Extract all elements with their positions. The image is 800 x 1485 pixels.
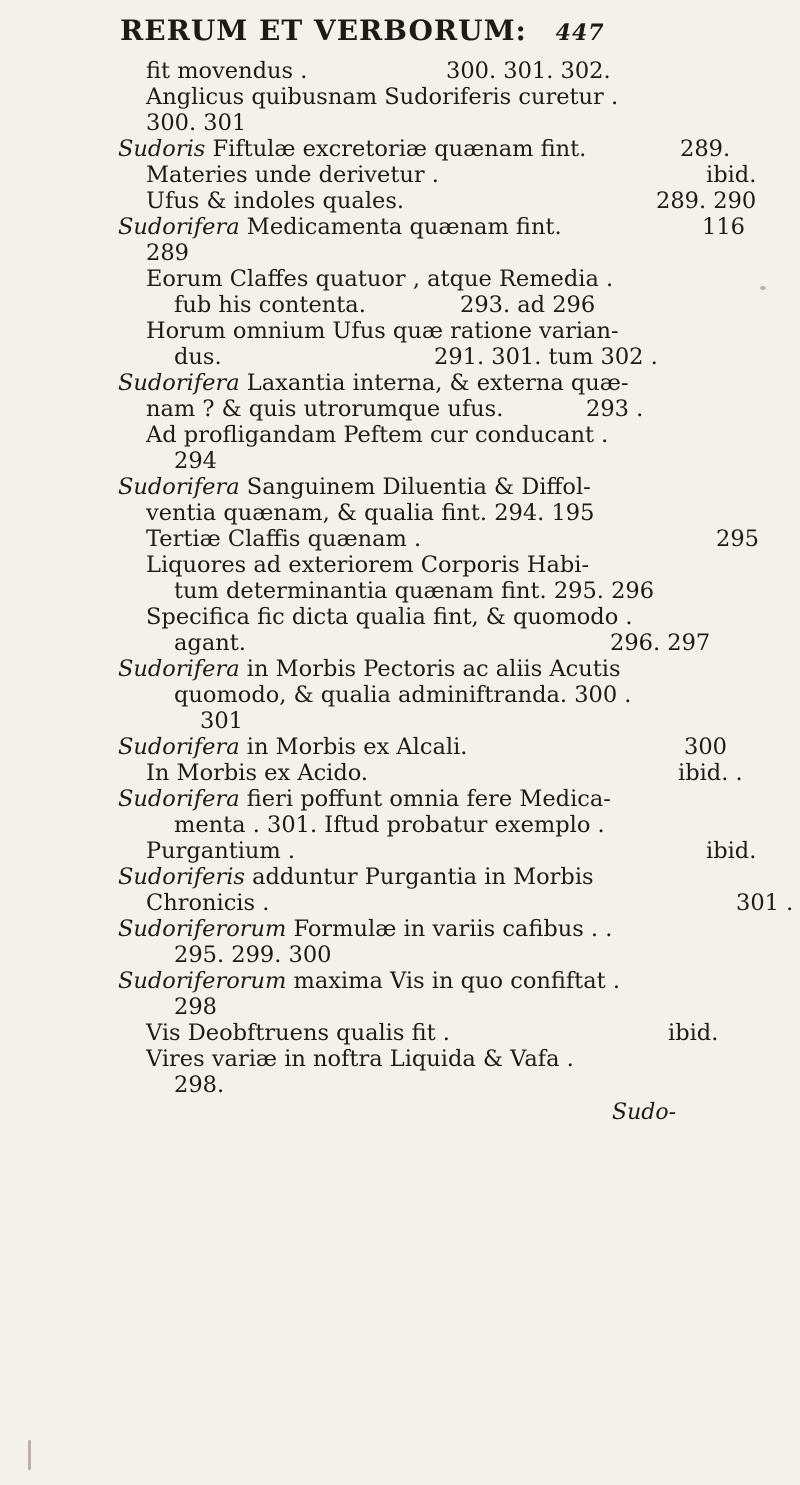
index-line: 289 (146, 240, 189, 266)
index-line: dus. 291. 301. tum 302 . (174, 344, 658, 370)
index-line: Purgantium . ibid. (146, 838, 757, 864)
index-line: Sudoris Fiftulæ excretoriæ quænam fint. 289. (118, 136, 731, 162)
paper-speck (760, 286, 766, 290)
index-line: Vis Deobftruens qualis fit . ibid. (146, 1020, 719, 1046)
headword: Sudorifera (118, 370, 240, 396)
index-line: Sudorifera fieri poffunt omnia fere Medica- (118, 786, 611, 812)
index-line: Sudoriferorum maxima Vis in quo confiftat . (118, 968, 620, 994)
catchword: Sudo- (612, 1100, 677, 1125)
index-line: Ufus & indoles quales. 289. 290 (146, 188, 757, 214)
index-line: nam ? & quis utrorumque ufus. 293 . (146, 396, 644, 422)
index-line: fub his contenta. 293. ad 296 (174, 292, 596, 318)
page-ref: 300. 301. 302. (446, 58, 611, 84)
index-line: 298. (174, 1072, 225, 1098)
page-number: 447 (555, 20, 605, 46)
index-line: agant. 296. 297 (174, 630, 711, 656)
index-line: Sudoriferorum Formulæ in variis cafibus . . (118, 916, 613, 942)
index-line: menta . 301. Iftud probatur exemplo . (174, 812, 605, 838)
page-ref: 301 . (736, 890, 794, 916)
index-line: Chronicis . 301 . (146, 890, 794, 916)
page-ref: ibid. (668, 1020, 719, 1046)
index-line: Sudorifera Sanguinem Diluentia & Diffol- (118, 474, 591, 500)
headword: Sudoriferis (118, 864, 245, 890)
page-ref: 116 (702, 214, 745, 240)
headword: Sudorifera (118, 786, 240, 812)
index-line: Anglicus quibusnam Sudoriferis curetur . (146, 84, 619, 110)
index-line: Materies unde derivetur . ibid. (146, 162, 757, 188)
index-line: Eorum Claffes quatuor , atque Remedia . (146, 266, 614, 292)
page-ref: 289. 290 (656, 188, 757, 214)
index-line: 300. 301 (146, 110, 247, 136)
headword: Sudoriferorum (118, 968, 287, 994)
headword: Sudorifera (118, 656, 240, 682)
page-ref: ibid. . (678, 760, 743, 786)
index-line: Sudorifera in Morbis Pectoris ac aliis Acutis (118, 656, 621, 682)
header-title: RERUM ET VERBORUM: (120, 14, 527, 47)
index-line: Horum omnium Ufus quæ ratione varian- (146, 318, 619, 344)
index-line: Sudorifera Medicamenta quænam fint. 116 (118, 214, 745, 240)
index-line: ventia quænam, & qualia fint. 294. 195 (146, 500, 595, 526)
headword: Sudorifera (118, 734, 240, 760)
index-line: Sudorifera in Morbis ex Alcali. 300 (118, 734, 727, 760)
page-ref: ibid. (706, 162, 757, 188)
index-line: Ad profligandam Peftem cur conducant . (146, 422, 609, 448)
index-line: Liquores ad exteriorem Corporis Habi- (146, 552, 590, 578)
page-ref: 291. 301. tum 302 . (434, 344, 658, 370)
headword: Sudoriferorum (118, 916, 287, 942)
index-line: 294 (174, 448, 217, 474)
page-ref: 293. ad 296 (460, 292, 596, 318)
page-ref: 295 (716, 526, 759, 552)
index-line: quomodo, & qualia adminiftranda. 300 . (174, 682, 632, 708)
index-line: 298 (174, 994, 217, 1020)
page-ref: 293 . (586, 396, 644, 422)
index-line: Specifica fic dicta qualia fint, & quomodo . (146, 604, 633, 630)
index-line: Tertiæ Claffis quænam . 295 (146, 526, 759, 552)
index-line: fit movendus . 300. 301. 302. (146, 58, 611, 84)
page-ref: 289. (680, 136, 731, 162)
headword: Sudoris (118, 136, 206, 162)
index-line: Sudorifera Laxantia interna, & externa quæ- (118, 370, 629, 396)
page-ref: ibid. (706, 838, 757, 864)
index-line: 301 (200, 708, 243, 734)
paper-speck (28, 1440, 31, 1470)
running-header (120, 14, 760, 47)
index-line: tum determinantia quænam fint. 295. 296 (174, 578, 655, 604)
headword: Sudorifera (118, 474, 240, 500)
index-line: Vires variæ in noftra Liquida & Vafa . (146, 1046, 574, 1072)
headword: Sudorifera (118, 214, 240, 240)
index-line: Sudoriferis adduntur Purgantia in Morbis (118, 864, 594, 890)
index-line: In Morbis ex Acido. ibid. . (146, 760, 743, 786)
index-line: 295. 299. 300 (174, 942, 332, 968)
page-ref: 296. 297 (610, 630, 711, 656)
page-ref: 300 (684, 734, 727, 760)
